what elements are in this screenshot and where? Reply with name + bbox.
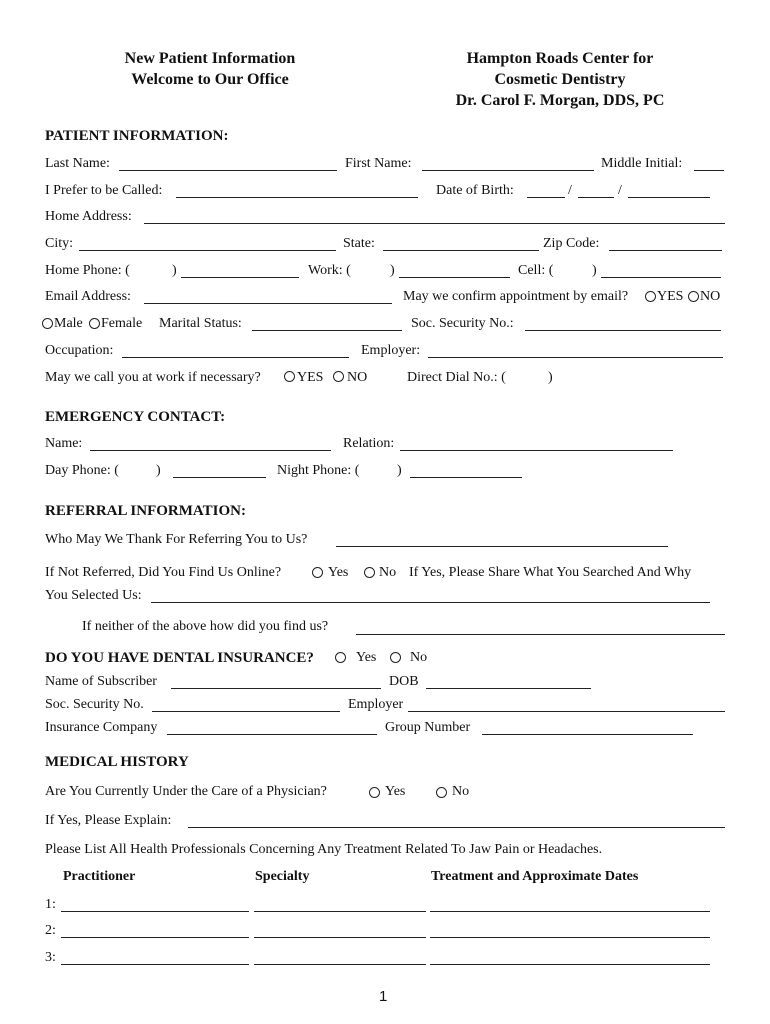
subscriber-ssn-field[interactable] [152, 711, 340, 712]
paren-close: ) [172, 263, 177, 278]
work-phone-field[interactable] [399, 277, 510, 278]
dob-day-field[interactable] [578, 197, 614, 198]
relation-field[interactable] [400, 450, 673, 451]
day-phone-field[interactable] [173, 477, 266, 478]
explain-label: If Yes, Please Explain: [45, 813, 172, 828]
yes-label: Yes [356, 650, 377, 665]
work-phone-label: Work: ( [308, 263, 351, 278]
middle-initial-field[interactable] [694, 170, 724, 171]
row-number: 3: [45, 950, 56, 965]
insurance-no-radio[interactable] [390, 652, 401, 663]
paren-close: ) [548, 370, 553, 385]
doctor-name: Dr. Carol F. Morgan, DDS, PC [455, 92, 665, 109]
employer-label: Employer: [361, 343, 421, 358]
city-field[interactable] [79, 250, 336, 251]
home-address-field[interactable] [144, 223, 725, 224]
subscriber-field[interactable] [171, 688, 381, 689]
specialty-field[interactable] [254, 964, 426, 965]
subscriber-label: Name of Subscriber [45, 674, 157, 689]
yes-label: YES [657, 289, 684, 304]
male-label: Male [54, 316, 83, 331]
marital-status-label: Marital Status: [159, 316, 242, 331]
night-phone-field[interactable] [410, 477, 522, 478]
treatment-field[interactable] [430, 964, 710, 965]
call-work-label: May we call you at work if necessary? [45, 370, 261, 385]
paren-close: ) [156, 463, 161, 478]
practitioner-column-header: Practitioner [63, 869, 136, 884]
practice-name-line2: Cosmetic Dentistry [494, 71, 626, 88]
confirm-email-yes-radio[interactable] [645, 291, 656, 302]
last-name-field[interactable] [119, 170, 337, 171]
no-label: NO [700, 289, 721, 304]
female-label: Female [101, 316, 143, 331]
no-label: NO [347, 370, 368, 385]
dob-year-field[interactable] [628, 197, 710, 198]
state-field[interactable] [383, 250, 539, 251]
patient-section-title: PATIENT INFORMATION: [45, 128, 229, 144]
form-title: New Patient Information [124, 50, 296, 67]
yes-label: Yes [328, 565, 349, 580]
night-phone-label: Night Phone: ( [277, 463, 360, 478]
row-number: 2: [45, 923, 56, 938]
dob-separator: / [618, 183, 622, 198]
specialty-column-header: Specialty [255, 869, 310, 884]
other-source-label: If neither of the above how did you find us? [82, 619, 329, 634]
subscriber-ssn-label: Soc. Security No. [45, 697, 144, 712]
referrer-label: Who May We Thank For Referring You to Us? [45, 532, 308, 547]
relation-label: Relation: [343, 436, 395, 451]
paren-close: ) [390, 263, 395, 278]
male-radio[interactable] [42, 318, 53, 329]
page-number: 1 [379, 988, 388, 1005]
home-phone-label: Home Phone: ( [45, 263, 130, 278]
health-professionals-instructions: Please List All Health Professionals Concerning Any Treatment Related To Jaw Pain or Headaches. [45, 842, 603, 857]
specialty-field[interactable] [254, 911, 426, 912]
day-phone-label: Day Phone: ( [45, 463, 119, 478]
insurance-company-field[interactable] [167, 734, 377, 735]
practitioner-field[interactable] [61, 911, 249, 912]
middle-initial-label: Middle Initial: [601, 156, 683, 171]
emergency-name-field[interactable] [90, 450, 331, 451]
specialty-field[interactable] [254, 937, 426, 938]
selected-us-label: You Selected Us: [45, 588, 142, 603]
confirm-email-label: May we confirm appointment by email? [403, 289, 629, 304]
selected-us-field[interactable] [151, 602, 710, 603]
found-online-no-radio[interactable] [364, 567, 375, 578]
referrer-field[interactable] [336, 546, 668, 547]
explain-field[interactable] [188, 827, 725, 828]
cell-phone-label: Cell: ( [518, 263, 554, 278]
last-name-label: Last Name: [45, 156, 110, 171]
group-number-label: Group Number [385, 720, 471, 735]
direct-dial-label: Direct Dial No.: ( [407, 370, 506, 385]
physician-no-radio[interactable] [436, 787, 447, 798]
other-source-field[interactable] [356, 634, 725, 635]
city-label: City: [45, 236, 74, 251]
occupation-field[interactable] [122, 357, 349, 358]
no-label: No [410, 650, 428, 665]
dob-month-field[interactable] [527, 197, 565, 198]
ssn-label: Soc. Security No.: [411, 316, 514, 331]
email-field[interactable] [144, 303, 392, 304]
dob-separator: / [568, 183, 572, 198]
first-name-field[interactable] [422, 170, 594, 171]
form-title-block [95, 48, 325, 90]
first-name-label: First Name: [345, 156, 412, 171]
treatment-field[interactable] [430, 937, 710, 938]
row-number: 1: [45, 897, 56, 912]
found-online-label: If Not Referred, Did You Find Us Online? [45, 565, 282, 580]
call-work-yes-radio[interactable] [284, 371, 295, 382]
yes-label: YES [297, 370, 324, 385]
cell-phone-field[interactable] [601, 277, 721, 278]
subscriber-employer-field[interactable] [408, 711, 725, 712]
search-reason-label: If Yes, Please Share What You Searched And Why [409, 565, 692, 580]
paren-close: ) [592, 263, 597, 278]
emergency-name-label: Name: [45, 436, 83, 451]
no-label: No [379, 565, 397, 580]
marital-status-field[interactable] [252, 330, 402, 331]
practitioner-field[interactable] [61, 937, 249, 938]
occupation-label: Occupation: [45, 343, 114, 358]
practice-name-line1: Hampton Roads Center for [466, 50, 654, 67]
found-online-yes-radio[interactable] [312, 567, 323, 578]
call-work-no-radio[interactable] [333, 371, 344, 382]
practice-name-block [410, 48, 710, 111]
treatment-column-header: Treatment and Approximate Dates [431, 869, 639, 884]
employer-field[interactable] [428, 357, 723, 358]
subscriber-dob-label: DOB [389, 674, 419, 689]
state-label: State: [343, 236, 375, 251]
ssn-field[interactable] [525, 330, 721, 331]
zip-label: Zip Code: [543, 236, 600, 251]
emergency-section-title: EMERGENCY CONTACT: [45, 409, 226, 425]
physician-yes-radio[interactable] [369, 787, 380, 798]
email-label: Email Address: [45, 289, 131, 304]
practitioner-field[interactable] [61, 964, 249, 965]
treatment-field[interactable] [430, 911, 710, 912]
preferred-name-field[interactable] [176, 197, 418, 198]
insurance-yes-radio[interactable] [335, 652, 346, 663]
paren-close: ) [397, 463, 402, 478]
home-phone-field[interactable] [181, 277, 299, 278]
physician-care-label: Are You Currently Under the Care of a Physician? [45, 784, 327, 799]
subscriber-employer-label: Employer [348, 697, 404, 712]
preferred-name-label: I Prefer to be Called: [45, 183, 163, 198]
zip-field[interactable] [609, 250, 722, 251]
group-number-field[interactable] [482, 734, 693, 735]
yes-label: Yes [385, 784, 406, 799]
dob-label: Date of Birth: [436, 183, 514, 198]
confirm-email-no-radio[interactable] [688, 291, 699, 302]
insurance-company-label: Insurance Company [45, 720, 158, 735]
medical-section-title: MEDICAL HISTORY [45, 754, 189, 770]
home-address-label: Home Address: [45, 209, 132, 224]
female-radio[interactable] [89, 318, 100, 329]
form-subtitle: Welcome to Our Office [131, 71, 289, 88]
insurance-section-title: DO YOU HAVE DENTAL INSURANCE? [45, 650, 314, 666]
no-label: No [452, 784, 470, 799]
referral-section-title: REFERRAL INFORMATION: [45, 503, 246, 519]
subscriber-dob-field[interactable] [426, 688, 591, 689]
